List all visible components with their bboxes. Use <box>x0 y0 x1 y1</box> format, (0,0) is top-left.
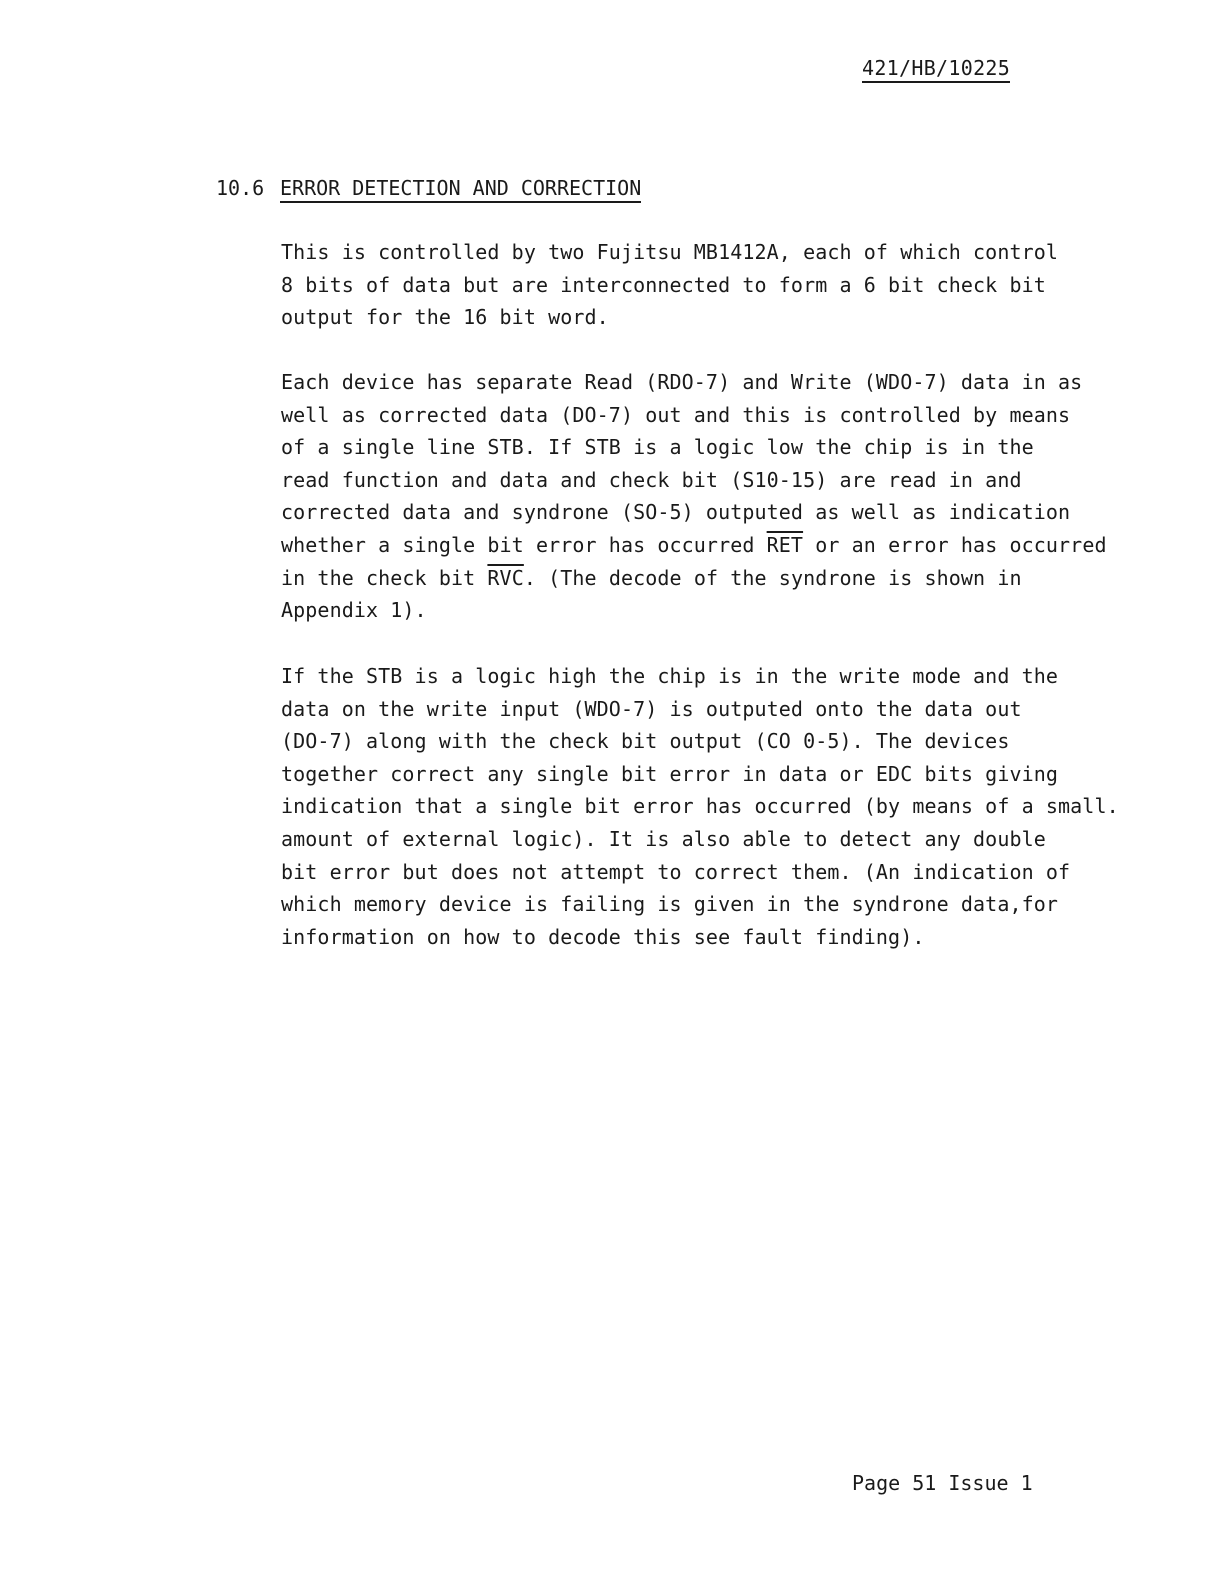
section-number: 10.6 <box>216 176 265 200</box>
paragraph-line <box>281 562 1141 595</box>
paragraph-line: output for the 16 bit word. <box>281 305 609 330</box>
section-heading <box>216 176 641 200</box>
paragraph-line: of a single line STB. If STB is a logic low the chip is in the <box>281 435 1034 460</box>
paragraph-3 <box>281 660 1141 953</box>
paragraph-line: information on how to decode this see fault finding). <box>281 924 925 949</box>
paragraph-line: (DO-7) along with the check bit output (CO 0-5). The devices <box>281 729 1010 754</box>
paragraph-line <box>281 529 1141 562</box>
paragraph-line: together correct any single bit error in data or EDC bits giving <box>281 761 1059 786</box>
paragraph-line: amount of external logic). It is also able to detect any double <box>281 826 1046 851</box>
document-reference: 421/HB/10225 <box>862 56 1010 83</box>
paragraph-line: bit error but does not attempt to correct them. (An indication of <box>281 859 1071 884</box>
ret-signal: $\overline{RET}$ <box>766 532 804 557</box>
paragraph-line: corrected data and syndrone (SO-5) outputed as well as indication <box>281 500 1071 525</box>
paragraph-line: This is controlled by two Fujitsu MB1412A, each of which control <box>281 240 1059 264</box>
line-text: whether a single bit error has occurred <box>281 532 767 557</box>
paragraph-line: 8 bits of data but are interconnected to form a 6 bit check bit <box>281 272 1046 297</box>
line-text: . (The decode of the syndrone is shown in <box>523 565 1022 590</box>
paragraph-line: Each device has separate Read (RDO-7) and Write (WDO-7) data in as <box>281 370 1083 394</box>
paragraph-line: Appendix 1). <box>281 598 427 623</box>
paragraph-line: indication that a single bit error has occurred (by means of a small. <box>281 794 1119 819</box>
rvc-signal: $\overline{RVC}$ <box>487 565 524 590</box>
paragraph-line: well as corrected data (DO-7) out and this is controlled by means <box>281 402 1071 427</box>
paragraph-2 <box>281 366 1141 627</box>
section-title: ERROR DETECTION AND CORRECTION <box>280 176 641 203</box>
line-text: in the check bit <box>281 565 488 590</box>
paragraph-1 <box>281 236 1141 334</box>
paragraph-line: data on the write input (WDO-7) is outputed onto the data out <box>281 696 1022 721</box>
paragraph-line: which memory device is failing is given in the syndrone data,for <box>281 892 1059 917</box>
page-number: Page 51 Issue 1 <box>852 1471 1033 1495</box>
line-text: or an error has occurred <box>803 532 1107 557</box>
paragraph-line: If the STB is a logic high the chip is in the write mode and the <box>281 664 1059 688</box>
paragraph-line: read function and data and check bit (S10-15) are read in and <box>281 467 1022 492</box>
